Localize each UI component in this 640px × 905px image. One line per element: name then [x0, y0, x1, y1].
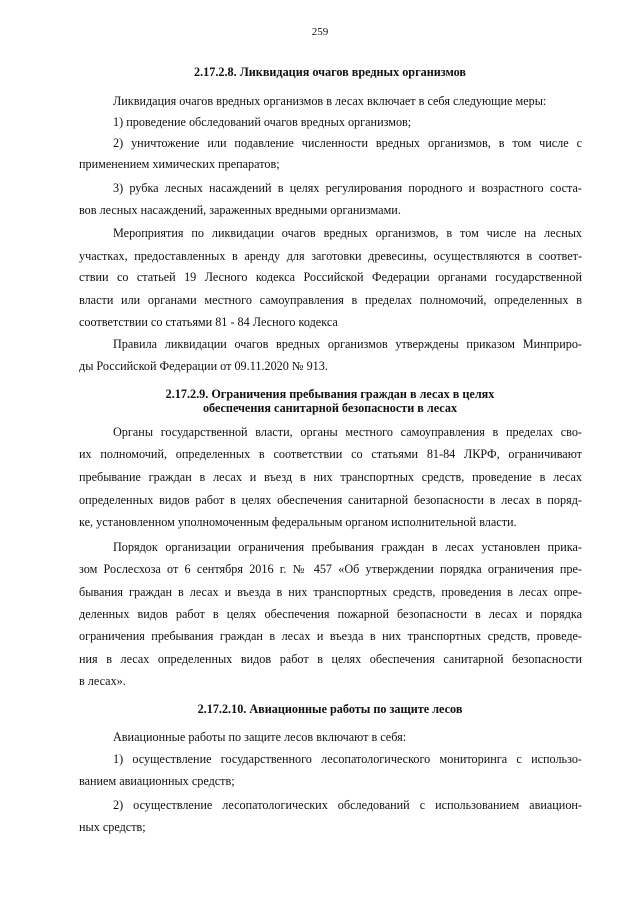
page-number: 259	[311, 26, 329, 38]
text-line: ванием авиационных средств;	[79, 774, 235, 788]
text-line: Порядок организации ограничения пребывания граждан в лесах установлен прика-	[113, 540, 582, 554]
text-line: их полномочий, определенных в соответствии со статьями 81-84 ЛКРФ, ограничивают	[79, 447, 582, 461]
text-line: в лесах».	[79, 674, 126, 688]
text-line: ния в лесах определенных видов работ в целях обеспечения санитарной безопасности	[79, 652, 582, 666]
text-line: Ликвидация очагов вредных организмов в лесах включает в себя следующие меры:	[113, 94, 547, 108]
text-line: ды Российской Федерации от 09.11.2020 № 913.	[79, 359, 328, 373]
text-line: деленных видов работ в целях обеспечения пожарной безопасности в лесах и порядка	[79, 607, 582, 621]
text-line: ных средств;	[79, 820, 146, 834]
text-line: власти или органами местного самоуправления в пределах полномочий, определенных в	[79, 293, 582, 307]
section-heading: 2.17.2.8. Ликвидация очагов вредных организмов	[193, 65, 466, 79]
section-heading: 2.17.2.10. Авиационные работы по защите лесов	[197, 702, 463, 716]
text-line: Органы государственной власти, органы местного самоуправления в пределах сво-	[113, 425, 582, 439]
text-line: пребывание граждан в лесах и въезд в них транспортных средств, проведение в лесах	[79, 470, 582, 484]
text-line: зом Рослесхоза от 6 сентября 2016 г. № 457 «Об утверждении порядка ограничения пре-	[79, 562, 582, 576]
text-line: ствии со статьей 19 Лесного кодекса Российской Федерации органами государственной	[79, 270, 582, 284]
text-line: ограничения пребывания граждан в лесах и въезда в них транспортных средств, проведе-	[79, 629, 582, 643]
text-line: определенных видов работ в целях обеспечения санитарной безопасности в лесах в поряд-	[79, 493, 582, 507]
text-line: 3) рубка лесных насаждений в целях регулирования породного и возрастного соста-	[113, 181, 582, 195]
text-line: участках, предоставленных в аренду для заготовки древесины, осуществляются в соответ-	[79, 249, 582, 263]
section-heading: обеспечения санитарной безопасности в лесах	[202, 401, 458, 415]
text-line: 2) осуществление лесопатологических обследований с использованием авиацион-	[113, 798, 582, 812]
text-line: Мероприятия по ликвидации очагов вредных организмов, в том числе на лесных	[113, 226, 582, 240]
text-line: применением химических препаратов;	[79, 157, 280, 171]
text-line: Авиационные работы по защите лесов включают в себя:	[113, 730, 407, 744]
text-line: Правила ликвидации очагов вредных организмов утверждены приказом Минприро-	[113, 337, 582, 351]
text-line: 2) уничтожение или подавление численности вредных организмов, в том числе с	[113, 136, 582, 150]
text-line: 1) осуществление государственного лесопатологического мониторинга с использо-	[113, 752, 582, 766]
text-line: соответствии со статьями 81 - 84 Лесного кодекса	[79, 315, 338, 329]
text-line: 1) проведение обследований очагов вредных организмов;	[113, 115, 412, 129]
text-line: бывания граждан в лесах и въезда в них транспортных средств, проведения в лесах опре-	[79, 585, 582, 599]
section-heading: 2.17.2.9. Ограничения пребывания граждан в лесах в целях	[165, 387, 495, 401]
text-line: вов лесных насаждений, зараженных вредными организмами.	[79, 203, 401, 217]
text-line: ке, установленном уполномоченным федеральным органом исполнительной власти.	[79, 515, 517, 529]
